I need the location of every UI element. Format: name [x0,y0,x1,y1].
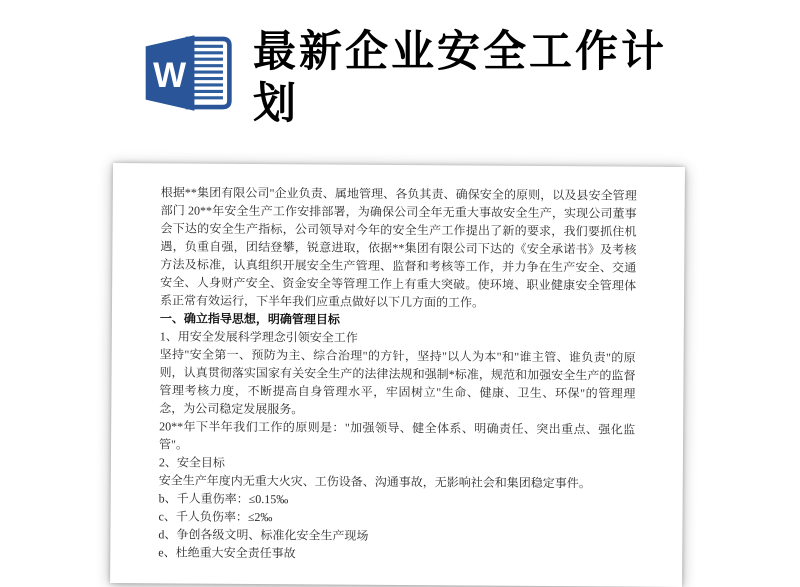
document-title: 最新企业安全工作计划 [253,28,667,128]
document-header [0,0,800,140]
paragraph-intro: 根据**集团有限公司"企业负责、属地管理、各负其责、确保安全的原则，以及县安全管理部门 20**年安全生产工作安排部署，为确保公司全年无重大事故安全生产，实现公司董事会下达的安全生产指标，公司领导对今年的安全生产工作提出了新的要求，我们要抓住机遇，负重自强，团结登攀，锐意进取，依据**集团有限公司下达的《安全承诺书》及考核方法及标准，认真组织开展安全生产管理、监督和考核等工作，并力争在生产安全、交通安全、人身财产安全、资金安全等管理工作上有重大突破。使环境、职业健康安全管理体系正常有效运行，下半年我们应重点做好以下几方面的工作。 [159,185,637,310]
paragraph-goal-c: c、千人负伤率：≤2‰ [158,509,273,525]
word-page-lines [194,46,223,98]
paragraph-item-2: 2、安全目标 [158,455,225,470]
paragraph-goal: 安全生产年度内无重大火灾、工伤设备、沟通事故，无影响社会和集团稳定事件。 [158,473,591,491]
word-document-icon [142,32,234,114]
paragraph-item-1: 1、用安全发展科学理念引领安全工作 [159,329,358,345]
section-heading-1: 一、确立指导思想，明确管理目标 [159,311,340,327]
document-page-preview [110,163,685,587]
paragraph-guideline: 坚持"安全第一、预防为主、综合治理"的方针，坚持"以人为本"和"谁主管、谁负责"的原则，认真贯彻落实国家有关安全生产的法律法规和强制*标准，规范和加强安全生产的监督管理考核力度，不断提高自身管理水平，牢固树立"生命、健康、卫生、环保"的管理理念，为公司稳定发展服务。 [159,347,636,417]
word-icon-letter: W [153,55,187,95]
paragraph-goal-e-partial: e、杜绝重大安全责任事故 [158,545,296,561]
paragraph-goal-d: d、争创各级文明、标准化安全生产现场 [158,527,369,543]
paragraph-goal-b: b、千人重伤率：≤0.15‰ [158,491,289,507]
paragraph-principle: 20**年下半年我们工作的原则是："加强领导、健全体系、明确责任、突出重点、强化监管"。 [158,419,636,452]
